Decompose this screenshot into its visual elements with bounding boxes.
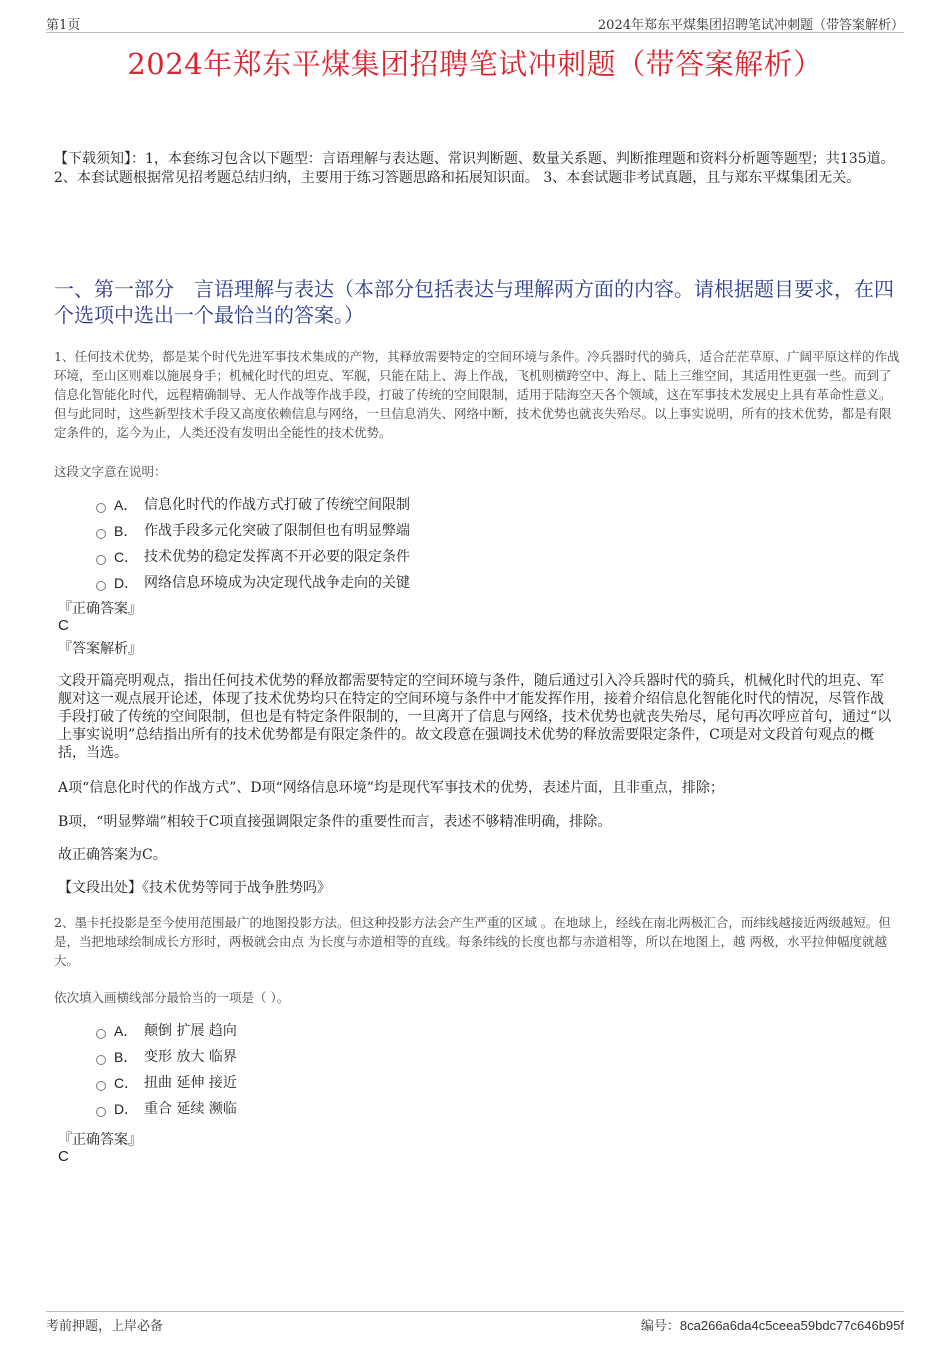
radio-icon[interactable] [96, 1055, 106, 1065]
header-doc-title: 2024年郑东平煤集团招聘笔试冲刺题（带答案解析） [597, 18, 904, 33]
radio-icon[interactable] [96, 1029, 106, 1039]
document-code: 8ca266a6da4c5ceea59bdc77c646b95f [679, 1318, 904, 1333]
analysis-paragraph: A项“信息化时代的作战方式”、D项“网络信息环境”均是现代军事技术的优势，表述片面，且非重点，排除； [58, 780, 724, 796]
document-id: 编号：8ca266a6da4c5ceea59bdc77c646b95f [640, 1318, 904, 1334]
radio-icon[interactable] [96, 581, 106, 591]
question-2-prompt: 依次填入画横线部分最恰当的一项是（ ）。 [54, 990, 290, 1005]
correct-answer: C [58, 1148, 69, 1165]
correct-answer: C [58, 617, 69, 634]
answer-label: 『正确答案』 [58, 601, 142, 617]
answer-label: 『正确答案』 [58, 1132, 142, 1148]
analysis-paragraph: B项，“明显弊端”相较于C项直接强调限定条件的重要性而言，表述不够精准明确，排除。 [58, 814, 612, 830]
analysis-paragraph: 文段开篇亮明观点，指出任何技术优势的释放都需要特定的空间环境与条件，随后通过引入冷兵器时代的骑兵，机械化时代的坦克、军舰对这一观点展开论述，体现了技术优势均只在特定的空间环境与条件中才能发挥作用，接着介绍信息化智能化时代的情况，尽管作战手段打破了传统的空间限制，但也是有特定条件限制的，一旦离开了信息与网络，技术优势也就丧失殆尽，尾句再次呼应首句，通过“以上事实说明”总结指出所有的技术优势都是有限定条件的。故文段意在强调技术优势的释放需要限定条件，C项是对文段首句观点的概括，当选。 [58, 673, 892, 761]
radio-icon[interactable] [96, 503, 106, 513]
analysis-conclusion: 故正确答案为C。 [58, 847, 167, 863]
section-title: 一、第一部分 言语理解与表达（本部分包括表达与理解两方面的内容。请根据题目要求，在四个选项中选出一个最恰当的答案。） [54, 277, 894, 327]
radio-icon[interactable] [96, 555, 106, 565]
question-1-prompt: 这段文字意在说明： [54, 464, 167, 479]
footer-slogan: 考前押题，上岸必备 [46, 1319, 164, 1334]
analysis-label: 『答案解析』 [58, 641, 142, 657]
radio-icon[interactable] [96, 1107, 106, 1117]
radio-icon[interactable] [96, 529, 106, 539]
passage-source: 【文段出处】《技术优势等同于战争胜势吗》 [58, 880, 331, 896]
question-2-text: 2、墨卡托投影是至今使用范围最广的地图投影方法。但这种投影方法会产生严重的区域 。在地球上，经线在南北两极汇合，而纬线越接近两级越短。但是，当把地球绘制成长方形时，两极就会由点 为长度与赤道相等的直线。每条纬线的长度也都与赤道相等，所以在地图上，越 两极，水平拉伸幅度就越大。 [54, 915, 891, 968]
page-footer [46, 1311, 904, 1334]
question-1-text: 1、任何技术优势，都是某个时代先进军事技术集成的产物，其释放需要特定的空间环境与条件。冷兵器时代的骑兵，适合茫茫草原、广阔平原这样的作战环境，至山区则难以施展身手；机械化时代的坦克、军舰，只能在陆上、海上作战，飞机则横跨空中、海上、陆上三维空间，其适用性更强一些。而到了信息化智能化时代，远程精确制导、无人作战等作战手段，打破了传统的空间限制，适用于陆海空天各个领域，这在军事技术发展史上具有革命性意义。但与此同时，这些新型技术手段又高度依赖信息与网络，一旦信息消失、网络中断，技术优势也就丧失殆尽。以上事实说明，所有的技术优势，都是有限定条件的，迄今为止，人类还没有发明出全能性的技术优势。 [54, 349, 900, 440]
radio-icon[interactable] [96, 1081, 106, 1091]
page-header [46, 12, 904, 33]
page-number: 第1页 [46, 18, 81, 33]
download-notice: 【下载须知】：1，本套练习包含以下题型：言语理解与表达题、常识判断题、数量关系题、判断推理题和资料分析题等题型；共135道。 2、本套试题根据常见招考题总结归纳，主要用于练习答题思路和拓展知识面。 3、本套试题非考试真题，且与郑东平煤集团无关。 [54, 151, 895, 186]
document-title: 2024年郑东平煤集团招聘笔试冲刺题（带答案解析） [127, 47, 823, 81]
